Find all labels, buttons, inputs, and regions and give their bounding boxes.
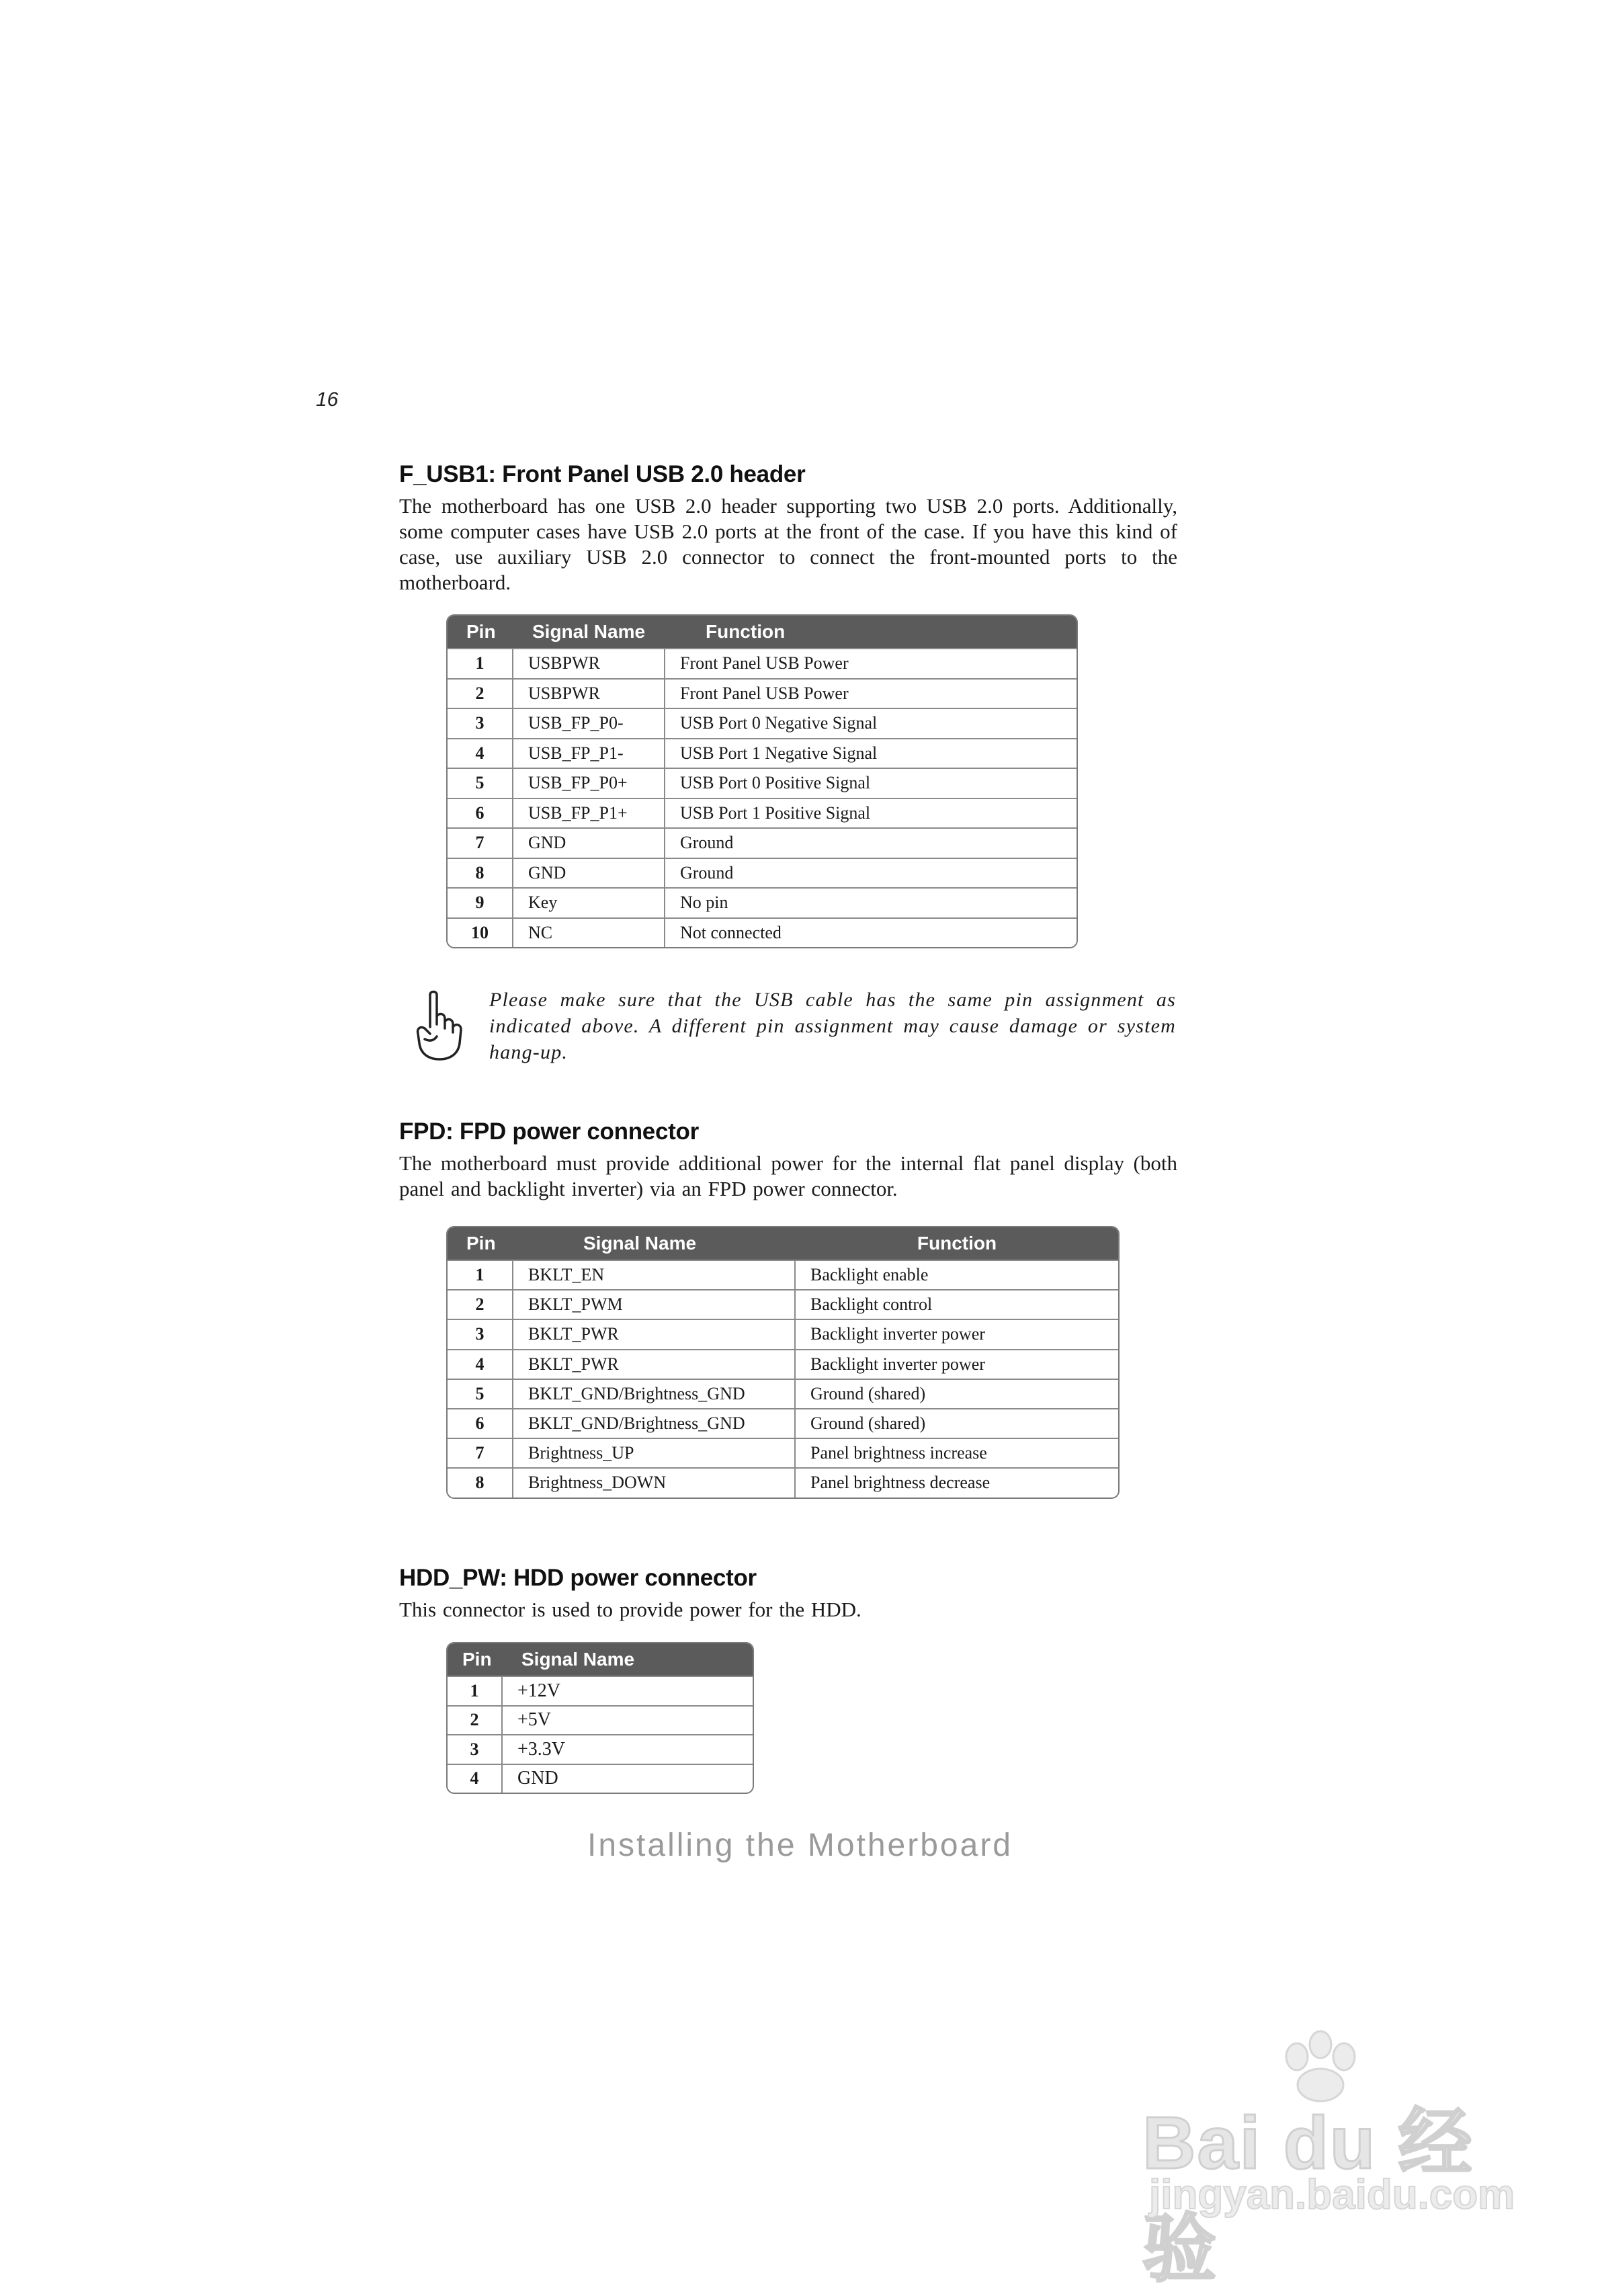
signal-name-cell: +3.3V xyxy=(503,1734,753,1764)
fpd-section xyxy=(399,1118,1177,1202)
function-cell: Ground xyxy=(665,827,1077,858)
page-number: 16 xyxy=(316,388,339,411)
table-row xyxy=(448,1319,1118,1348)
usb-section-title: F_USB1: Front Panel USB 2.0 header xyxy=(399,461,806,487)
footer-chapter-title: Installing the Motherboard xyxy=(587,1828,1013,1863)
table-row xyxy=(448,827,1077,858)
table-row xyxy=(448,1379,1118,1408)
signal-name-cell: +12V xyxy=(503,1676,753,1705)
hdd-header-signal: Signal Name xyxy=(503,1643,753,1676)
signal-name-cell: BKLT_EN xyxy=(513,1260,796,1289)
table-row xyxy=(448,1438,1118,1467)
signal-name-cell: BKLT_PWR xyxy=(513,1319,796,1348)
hdd-pin-table xyxy=(446,1642,754,1794)
pin-cell: 1 xyxy=(448,1260,513,1289)
signal-name-cell: USB_FP_P1- xyxy=(513,738,665,768)
table-row xyxy=(448,858,1077,888)
fpd-section-title: FPD: FPD power connector xyxy=(399,1118,699,1145)
pin-cell: 4 xyxy=(448,1764,503,1793)
fpd-header-function: Function xyxy=(796,1227,1118,1260)
table-row xyxy=(448,887,1077,917)
pin-cell: 4 xyxy=(448,738,513,768)
signal-name-cell: USBPWR xyxy=(513,678,665,708)
pin-cell: 9 xyxy=(448,887,513,917)
signal-name-cell: +5V xyxy=(503,1705,753,1735)
pin-cell: 3 xyxy=(448,708,513,738)
usb-section xyxy=(399,461,1177,596)
signal-name-cell: USB_FP_P0- xyxy=(513,708,665,738)
pin-cell: 8 xyxy=(448,1467,513,1497)
function-cell: Backlight inverter power xyxy=(796,1349,1118,1379)
table-row xyxy=(448,1467,1118,1497)
fpd-section-body: The motherboard must provide additional power for the internal flat panel display (both panel and backlight inverter) via an FPD power connector. xyxy=(399,1151,1177,1200)
fpd-header-pin: Pin xyxy=(448,1227,513,1260)
pin-cell: 3 xyxy=(448,1734,503,1764)
usb-header-pin: Pin xyxy=(448,616,513,648)
table-row xyxy=(448,1764,753,1793)
watermark-brand: Bai du 经验 xyxy=(1142,2102,1474,2291)
signal-name-cell: GND xyxy=(513,858,665,888)
pin-cell: 8 xyxy=(448,858,513,888)
signal-name-cell: Brightness_UP xyxy=(513,1438,796,1467)
usb-note-text: Please make sure that the USB cable has the same pin assignment as indicated above. A different pin assignment may cause damage or system hang-up. xyxy=(489,989,1176,1063)
signal-name-cell: BKLT_GND/Brightness_GND xyxy=(513,1408,796,1438)
signal-name-cell: BKLT_PWM xyxy=(513,1289,796,1319)
watermark-url: jingyan.baidu.com xyxy=(1149,2172,1515,2218)
usb-pin-table xyxy=(446,614,1078,948)
pin-cell: 1 xyxy=(448,1676,503,1705)
fpd-pin-table xyxy=(446,1226,1120,1499)
pin-cell: 6 xyxy=(448,1408,513,1438)
signal-name-cell: GND xyxy=(503,1764,753,1793)
baidu-watermark xyxy=(1142,2030,1519,2291)
usb-section-body: The motherboard has one USB 2.0 header supporting two USB 2.0 ports. Additionally, some computer cases have USB 2.0 ports at the front of the case. If you have this kind of case, use auxiliary USB 2.0 connector to connect the front-mounted ports to the motherboard. xyxy=(399,494,1177,594)
table-row xyxy=(448,708,1077,738)
hdd-header-pin: Pin xyxy=(448,1643,503,1676)
function-cell: Not connected xyxy=(665,917,1077,948)
table-row xyxy=(448,1260,1118,1289)
function-cell: Ground (shared) xyxy=(796,1408,1118,1438)
table-row xyxy=(448,1676,753,1705)
pin-cell: 2 xyxy=(448,1289,513,1319)
function-cell: USB Port 1 Negative Signal xyxy=(665,738,1077,768)
table-row xyxy=(448,1408,1118,1438)
signal-name-cell: NC xyxy=(513,917,665,948)
function-cell: Backlight control xyxy=(796,1289,1118,1319)
pin-cell: 4 xyxy=(448,1349,513,1379)
table-row xyxy=(448,1289,1118,1319)
function-cell: USB Port 0 Positive Signal xyxy=(665,768,1077,798)
table-row xyxy=(448,1349,1118,1379)
function-cell: USB Port 0 Negative Signal xyxy=(665,708,1077,738)
table-row xyxy=(448,648,1077,678)
signal-name-cell: USB_FP_P0+ xyxy=(513,768,665,798)
function-cell: Panel brightness decrease xyxy=(796,1467,1118,1497)
fpd-header-signal: Signal Name xyxy=(513,1227,796,1260)
function-cell: No pin xyxy=(665,887,1077,917)
pin-cell: 7 xyxy=(448,827,513,858)
table-row xyxy=(448,1734,753,1764)
signal-name-cell: BKLT_PWR xyxy=(513,1349,796,1379)
signal-name-cell: USB_FP_P1+ xyxy=(513,798,665,828)
usb-header-function: Function xyxy=(665,616,1077,648)
hdd-section-title: HDD_PW: HDD power connector xyxy=(399,1565,757,1591)
signal-name-cell: Key xyxy=(513,887,665,917)
function-cell: USB Port 1 Positive Signal xyxy=(665,798,1077,828)
usb-note xyxy=(410,987,1176,1065)
function-cell: Front Panel USB Power xyxy=(665,648,1077,678)
hdd-section-body: This connector is used to provide power for the HDD. xyxy=(399,1598,861,1621)
table-row xyxy=(448,768,1077,798)
signal-name-cell: Brightness_DOWN xyxy=(513,1467,796,1497)
signal-name-cell: BKLT_GND/Brightness_GND xyxy=(513,1379,796,1408)
function-cell: Ground xyxy=(665,858,1077,888)
pin-cell: 5 xyxy=(448,768,513,798)
table-row xyxy=(448,798,1077,828)
usb-header-signal: Signal Name xyxy=(513,616,665,648)
function-cell: Front Panel USB Power xyxy=(665,678,1077,708)
pin-cell: 6 xyxy=(448,798,513,828)
function-cell: Backlight inverter power xyxy=(796,1319,1118,1348)
table-row xyxy=(448,738,1077,768)
table-row xyxy=(448,1705,753,1735)
pin-cell: 2 xyxy=(448,678,513,708)
signal-name-cell: USBPWR xyxy=(513,648,665,678)
pin-cell: 5 xyxy=(448,1379,513,1408)
hdd-section xyxy=(399,1565,1177,1623)
function-cell: Ground (shared) xyxy=(796,1379,1118,1408)
pin-cell: 10 xyxy=(448,917,513,948)
pin-cell: 7 xyxy=(448,1438,513,1467)
signal-name-cell: GND xyxy=(513,827,665,858)
function-cell: Panel brightness increase xyxy=(796,1438,1118,1467)
function-cell: Backlight enable xyxy=(796,1260,1118,1289)
pin-cell: 3 xyxy=(448,1319,513,1348)
pointing-hand-icon xyxy=(410,989,468,1063)
table-row xyxy=(448,917,1077,948)
table-row xyxy=(448,678,1077,708)
pin-cell: 1 xyxy=(448,648,513,678)
pin-cell: 2 xyxy=(448,1705,503,1735)
